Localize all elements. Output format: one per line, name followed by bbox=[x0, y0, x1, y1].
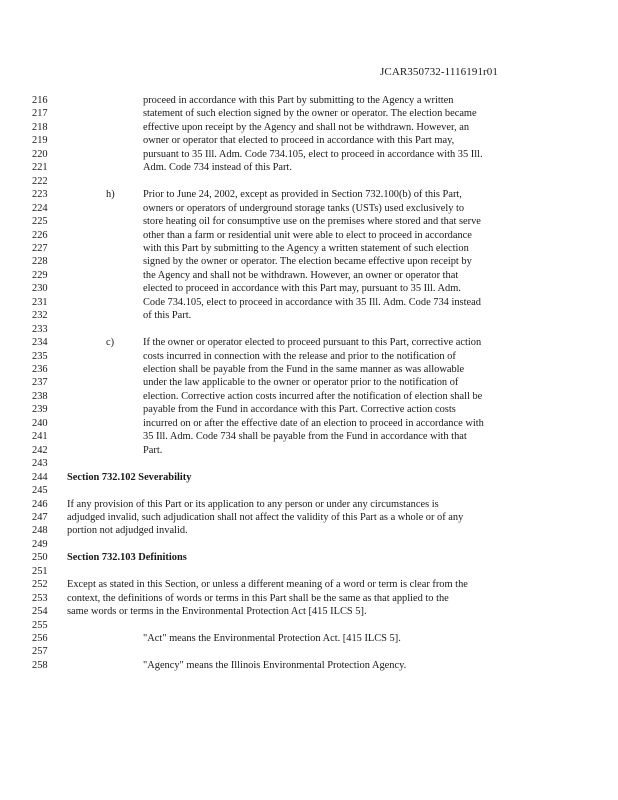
document-line bbox=[0, 565, 618, 578]
line-number: 257 bbox=[32, 646, 48, 658]
document-line bbox=[0, 605, 618, 618]
document-line bbox=[0, 363, 618, 376]
line-number: 225 bbox=[32, 216, 48, 228]
document-line bbox=[0, 659, 618, 672]
line-text: Code 734.105, elect to proceed in accordance with 35 Ill. Adm. Code 734 instead bbox=[143, 296, 481, 308]
line-number: 238 bbox=[32, 390, 48, 402]
document-line bbox=[0, 444, 618, 457]
line-number: 239 bbox=[32, 404, 48, 416]
line-number: 253 bbox=[32, 592, 48, 604]
line-number: 252 bbox=[32, 579, 48, 591]
line-text: Adm. Code 734 instead of this Part. bbox=[143, 162, 292, 174]
line-number: 242 bbox=[32, 444, 48, 456]
line-number: 236 bbox=[32, 364, 48, 375]
document-line bbox=[0, 430, 618, 443]
line-number: 226 bbox=[32, 229, 48, 241]
document-line bbox=[0, 94, 618, 107]
line-text: If the owner or operator elected to proceed pursuant to this Part, corrective action bbox=[143, 337, 482, 349]
line-number: 235 bbox=[32, 350, 48, 362]
line-number: 249 bbox=[32, 538, 48, 550]
line-text: store heating oil for consumptive use on the premises where stored and that serve bbox=[143, 216, 481, 228]
line-text: effective upon receipt by the Agency and shall not be withdrawn. However, an bbox=[143, 121, 470, 133]
line-text: election. Corrective action costs incurred after the notification of election shall be bbox=[143, 390, 483, 402]
line-number: 232 bbox=[32, 310, 48, 322]
document-line bbox=[0, 376, 618, 389]
document-line bbox=[0, 578, 618, 591]
document-line bbox=[0, 161, 618, 174]
line-text: the Agency and shall not be withdrawn. However, an owner or operator that bbox=[143, 269, 459, 281]
section-heading-line bbox=[0, 551, 618, 564]
line-number: 223 bbox=[32, 189, 48, 201]
document-line bbox=[0, 511, 618, 524]
line-number: 230 bbox=[32, 283, 48, 295]
line-text: elected to proceed in accordance with this Part may, pursuant to 35 Ill. Adm. bbox=[143, 283, 461, 295]
document-line bbox=[0, 175, 618, 188]
line-number: 229 bbox=[32, 269, 48, 281]
document-line bbox=[0, 632, 618, 645]
document-line bbox=[0, 403, 618, 416]
line-text: Prior to June 24, 2002, except as provided in Section 732.100(b) of this Part, bbox=[143, 189, 462, 201]
line-text: 35 Ill. Adm. Code 734 shall be payable from the Fund in accordance with that bbox=[143, 431, 467, 443]
document-line bbox=[0, 107, 618, 120]
line-number: 245 bbox=[32, 485, 48, 497]
line-text: "Agency" means the Illinois Environmental Protection Agency. bbox=[143, 659, 407, 671]
document-line bbox=[0, 336, 618, 349]
document-line bbox=[0, 215, 618, 228]
line-text: incurred on or after the effective date of an election to proceed in accordance with bbox=[143, 417, 484, 429]
line-text: under the law applicable to the owner or operator prior to the notification of bbox=[143, 377, 459, 389]
line-number: 248 bbox=[32, 525, 48, 537]
line-number: 228 bbox=[32, 256, 48, 268]
line-text: pursuant to 35 Ill. Adm. Code 734.105, elect to proceed in accordance with 35 Ill. bbox=[143, 148, 483, 160]
line-number: 231 bbox=[32, 296, 48, 308]
section-heading: Section 732.103 Definitions bbox=[67, 552, 187, 564]
line-number: 221 bbox=[32, 162, 48, 174]
line-text: of this Part. bbox=[143, 310, 192, 322]
document-line bbox=[0, 645, 618, 658]
line-text: costs incurred in connection with the release and prior to the notification of bbox=[143, 350, 456, 362]
line-text: If any provision of this Part or its application to any person or under any circumstances is bbox=[67, 498, 439, 510]
document-line bbox=[0, 269, 618, 282]
line-number: 220 bbox=[32, 148, 48, 160]
document-line bbox=[0, 202, 618, 215]
line-text: statement of such election signed by the owner or operator. The election became bbox=[143, 108, 477, 120]
document-line bbox=[0, 619, 618, 632]
document-line bbox=[0, 309, 618, 322]
line-number: 234 bbox=[32, 337, 48, 349]
document-line bbox=[0, 134, 618, 147]
line-text: payable from the Fund in accordance with this Part. Corrective action costs bbox=[143, 404, 456, 416]
line-number: 247 bbox=[32, 511, 48, 523]
line-text: portion not adjudged invalid. bbox=[67, 525, 188, 537]
subsection-label: c) bbox=[106, 337, 115, 349]
document-id-header: JCAR350732-1116191r01 bbox=[380, 66, 499, 78]
line-text: with this Part by submitting to the Agency a written statement of such election bbox=[143, 242, 469, 254]
line-text: owner or operator that elected to proceed in accordance with this Part may, bbox=[143, 135, 455, 147]
line-number: 256 bbox=[32, 633, 48, 644]
document-line bbox=[0, 417, 618, 430]
document-line bbox=[0, 255, 618, 268]
line-number: 233 bbox=[32, 323, 48, 335]
line-text: owners or operators of underground storage tanks (USTs) used exclusively to bbox=[143, 202, 465, 214]
document-line bbox=[0, 188, 618, 201]
document-line bbox=[0, 524, 618, 537]
document-line bbox=[0, 390, 618, 403]
line-number: 258 bbox=[32, 659, 48, 671]
line-number: 246 bbox=[32, 498, 48, 510]
document-line bbox=[0, 148, 618, 161]
document-line bbox=[0, 350, 618, 363]
document-line bbox=[0, 498, 618, 511]
line-text: signed by the owner or operator. The election became effective upon receipt by bbox=[143, 256, 472, 268]
line-number: 244 bbox=[32, 471, 48, 483]
section-heading: Section 732.102 Severability bbox=[67, 471, 192, 483]
document-line bbox=[0, 242, 618, 255]
line-text: adjudged invalid, such adjudication shall not affect the validity of this Part as a whole or of any bbox=[67, 511, 464, 523]
line-text: election shall be payable from the Fund in the same manner as was allowable bbox=[143, 364, 465, 375]
document-line bbox=[0, 538, 618, 551]
line-number: 227 bbox=[32, 242, 48, 254]
document-line bbox=[0, 592, 618, 605]
line-text: same words or terms in the Environmental Protection Act [415 ILCS 5]. bbox=[67, 606, 367, 618]
subsection-label: h) bbox=[106, 189, 115, 201]
line-number: 255 bbox=[32, 619, 48, 631]
document-line bbox=[0, 323, 618, 336]
line-number: 224 bbox=[32, 202, 48, 214]
line-text: Except as stated in this Section, or unless a different meaning of a word or term is clear from the bbox=[67, 579, 468, 591]
document-line bbox=[0, 282, 618, 295]
line-number: 222 bbox=[32, 175, 48, 187]
document-line bbox=[0, 229, 618, 242]
document-line bbox=[0, 121, 618, 134]
line-text: proceed in accordance with this Part by submitting to the Agency a written bbox=[143, 95, 454, 106]
section-heading-line bbox=[0, 471, 618, 484]
line-number: 250 bbox=[32, 552, 48, 564]
line-text: other than a farm or residential unit were able to elect to proceed in accordance bbox=[143, 229, 472, 241]
line-number: 237 bbox=[32, 377, 48, 389]
document-line bbox=[0, 457, 618, 470]
line-text: "Act" means the Environmental Protection Act. [415 ILCS 5]. bbox=[143, 633, 401, 644]
line-number: 240 bbox=[32, 417, 48, 429]
line-number: 243 bbox=[32, 458, 48, 470]
line-text: context, the definitions of words or terms in this Part shall be the same as that applied to the bbox=[67, 592, 449, 604]
line-number: 217 bbox=[32, 108, 48, 120]
line-number: 241 bbox=[32, 431, 48, 443]
line-number: 219 bbox=[32, 135, 48, 147]
document-line bbox=[0, 296, 618, 309]
line-number: 251 bbox=[32, 565, 48, 577]
document-line bbox=[0, 484, 618, 497]
line-text: Part. bbox=[143, 444, 163, 456]
line-number: 216 bbox=[32, 95, 48, 106]
line-number: 218 bbox=[32, 121, 48, 133]
line-number: 254 bbox=[32, 606, 48, 618]
